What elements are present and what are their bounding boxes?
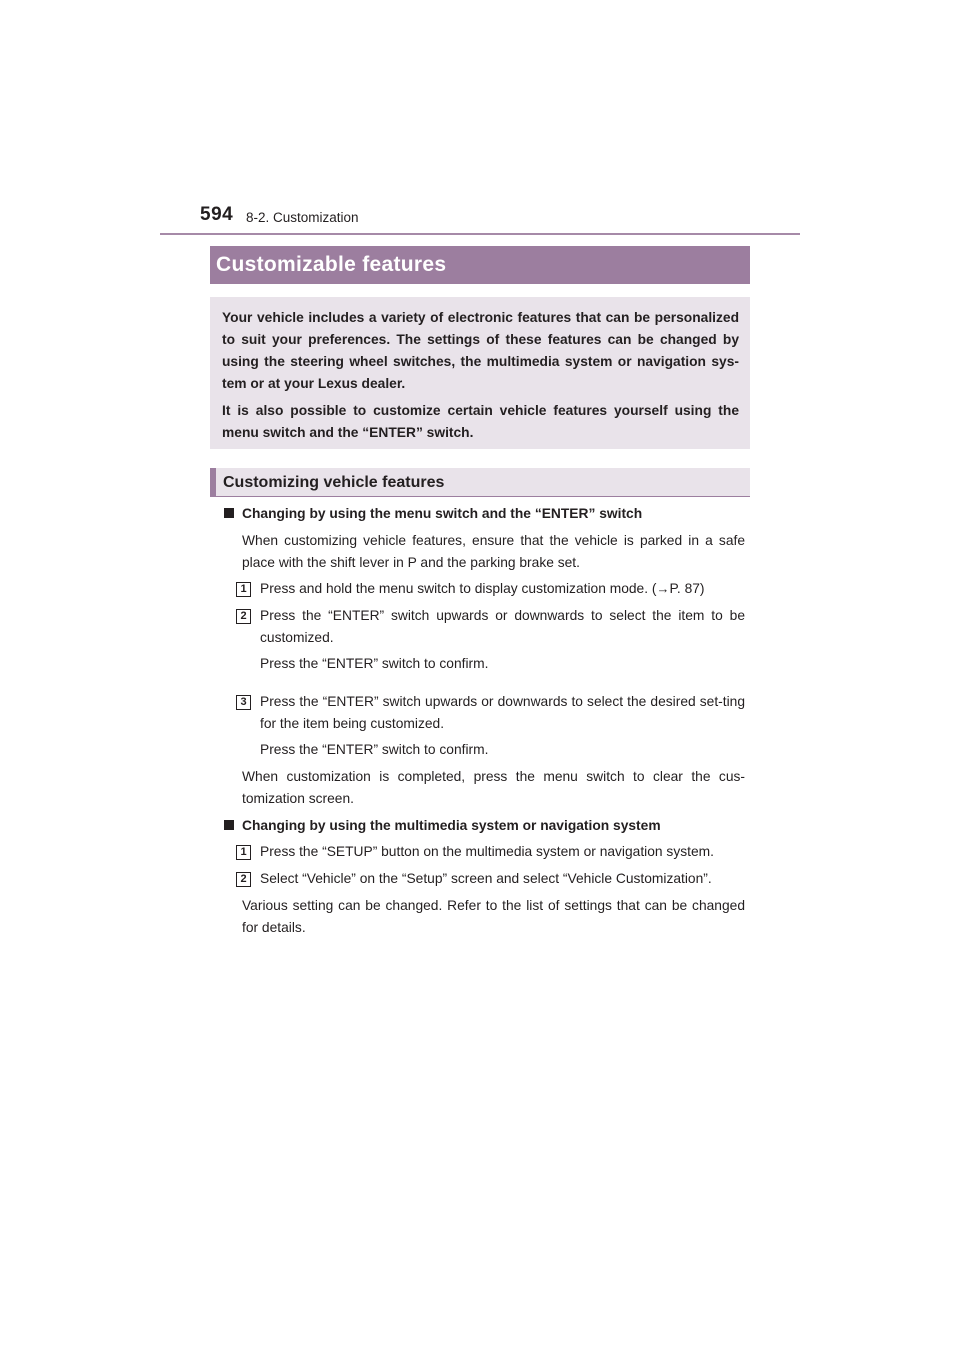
- step-number-3: 3: [236, 695, 251, 710]
- menu-switch-heading: [224, 506, 642, 521]
- header-divider: [160, 233, 800, 235]
- subsection-title: Customizing vehicle features: [210, 468, 750, 497]
- step-number-2: 2: [236, 872, 251, 887]
- multimedia-step-1: Press the “SETUP” button on the multimedia system or navigation system.: [260, 844, 714, 859]
- step-number-1: 1: [236, 582, 251, 597]
- intro-paragraph-1: Your vehicle includes a variety of electronic features that can be personalized to suit your preferences. The settings of these features can be changed by using the steering wheel switches, the multimedia system or navigation sys-tem or at your Lexus dealer.: [222, 310, 739, 391]
- menu-switch-intro: When customizing vehicle features, ensure that the vehicle is parked in a safe place with the shift lever in P and the parking brake set.: [242, 533, 745, 570]
- menu-step-3: Press the “ENTER” switch upwards or downwards to select the desired set-ting for the item being customized.: [260, 694, 745, 731]
- intro-box: [210, 297, 750, 449]
- intro-paragraph-2: It is also possible to customize certain vehicle features yourself using the menu switch and the “ENTER” switch.: [222, 403, 739, 440]
- page-title: Customizable features: [210, 246, 750, 284]
- menu-step-3-confirm: Press the “ENTER” switch to confirm.: [260, 742, 489, 757]
- arrow-right-icon: →: [656, 581, 670, 596]
- section-label: 8-2. Customization: [246, 210, 359, 225]
- multimedia-outro: Various setting can be changed. Refer to the list of settings that can be changed for details.: [242, 898, 745, 935]
- step-number-2: 2: [236, 609, 251, 624]
- menu-step-2: Press the “ENTER” switch upwards or downwards to select the item to be customized.: [260, 608, 745, 645]
- page-number: 594: [200, 204, 234, 225]
- multimedia-step-2: Select “Vehicle” on the “Setup” screen and select “Vehicle Customization”.: [260, 871, 712, 886]
- menu-step-1-text: Press and hold the menu switch to display customization mode. (: [260, 581, 657, 596]
- menu-switch-outro: When customization is completed, press the menu switch to clear the cus-tomization screen.: [242, 769, 745, 806]
- square-bullet-icon: [224, 820, 234, 830]
- menu-step-1: [260, 578, 745, 600]
- multimedia-heading: [224, 818, 661, 833]
- menu-switch-heading-text: Changing by using the menu switch and the “ENTER” switch: [242, 506, 643, 521]
- square-bullet-icon: [224, 508, 234, 518]
- step-number-1: 1: [236, 845, 251, 860]
- page-reference-link[interactable]: P. 87): [669, 581, 705, 596]
- multimedia-heading-text: Changing by using the multimedia system or navigation system: [242, 818, 661, 833]
- menu-step-2-confirm: Press the “ENTER” switch to confirm.: [260, 656, 489, 671]
